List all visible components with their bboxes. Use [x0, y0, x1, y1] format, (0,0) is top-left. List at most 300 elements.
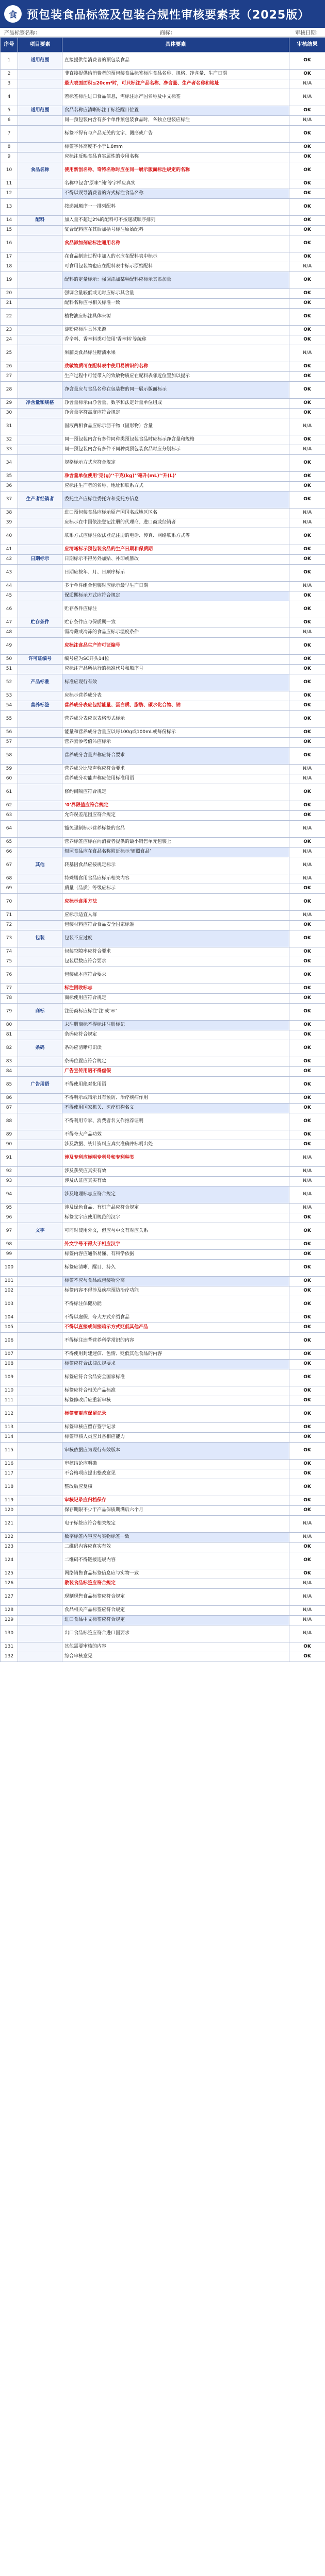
row-category [18, 326, 62, 335]
row-number: 18 [1, 262, 18, 272]
row-requirement: 标注回收标志 [62, 984, 289, 994]
row-requirement: 净含量字符高度应符合规定 [62, 409, 289, 418]
row-category [18, 345, 62, 362]
row-result: OK [289, 801, 325, 811]
row-number: 103 [1, 1296, 18, 1313]
row-category [18, 967, 62, 984]
row-number: 26 [1, 362, 18, 372]
row-result: N/A [289, 1167, 325, 1177]
row-result: OK [289, 143, 325, 152]
row-category [18, 1177, 62, 1187]
row-category [18, 1333, 62, 1350]
row-category [18, 1296, 62, 1313]
row-result: OK [289, 235, 325, 252]
table-row [1, 1460, 325, 1469]
row-requirement: 食品添加剂应标注通用名称 [62, 235, 289, 252]
row-category [18, 1606, 62, 1616]
row-category [18, 738, 62, 748]
row-result: OK [289, 482, 325, 492]
table-row [1, 1094, 325, 1104]
row-requirement: 联系方式应标注依法登记注册的电话、传真、网络联系方式等 [62, 528, 289, 545]
row-requirement: 允许误差范围应符合规定 [62, 811, 289, 821]
row-result: OK [289, 1040, 325, 1057]
row-number: 2 [1, 70, 18, 79]
row-number: 29 [1, 399, 18, 409]
row-result: OK [289, 1030, 325, 1040]
row-number: 51 [1, 665, 18, 674]
requirements-body [1, 53, 325, 1662]
requirements-table [0, 37, 325, 1662]
table-row [1, 435, 325, 445]
table-row [1, 1506, 325, 1516]
row-category [18, 1104, 62, 1113]
table-row [1, 967, 325, 984]
row-category [18, 143, 62, 152]
table-row [1, 1323, 325, 1333]
table-row [1, 1286, 325, 1296]
row-number: 91 [1, 1150, 18, 1167]
row-number: 128 [1, 1606, 18, 1616]
row-result: OK [289, 1552, 325, 1569]
row-requirement: 辐照食品应在食品名称附近标示‘辐照食品’ [62, 848, 289, 857]
row-number: 94 [1, 1187, 18, 1204]
row-requirement: 二维码内容应真实有效 [62, 1543, 289, 1552]
row-requirement: 电子标签应符合相关规定 [62, 1516, 289, 1533]
table-row [1, 1021, 325, 1030]
row-result: OK [289, 691, 325, 701]
row-category [18, 894, 62, 911]
table-row [1, 1386, 325, 1396]
meta-right: 审核日期： [295, 30, 321, 36]
row-requirement: 标签应清晰、醒目、持久 [62, 1260, 289, 1277]
row-requirement: 包装不应过度 [62, 930, 289, 947]
row-requirement: 保存期限不少于产品保质期满后六个月 [62, 1506, 289, 1516]
row-category [18, 1260, 62, 1277]
header-category: 项目要素 [18, 38, 62, 53]
table-row [1, 1543, 325, 1552]
row-number: 70 [1, 894, 18, 911]
row-number: 62 [1, 801, 18, 811]
row-result: OK [289, 811, 325, 821]
row-number: 47 [1, 618, 18, 628]
table-row [1, 199, 325, 216]
row-requirement: 标签内容应通俗易懂、有科学依据 [62, 1250, 289, 1260]
row-result: OK [289, 947, 325, 957]
header-result: 审核结果 [289, 38, 325, 53]
table-row [1, 765, 325, 774]
row-number: 67 [1, 857, 18, 874]
row-number: 49 [1, 638, 18, 655]
table-row [1, 701, 325, 711]
row-category [18, 1204, 62, 1213]
row-result: OK [289, 1286, 325, 1296]
meta-middle: 商标： [160, 30, 175, 36]
row-result: OK [289, 1496, 325, 1506]
row-number: 131 [1, 1642, 18, 1652]
row-result: OK [289, 984, 325, 994]
table-row [1, 1113, 325, 1130]
row-requirement: 应标示食用方法 [62, 894, 289, 911]
row-result: OK [289, 1506, 325, 1516]
row-category [18, 1021, 62, 1030]
row-requirement: 可同时使用外文，但应与中文有对应关系 [62, 1223, 289, 1240]
row-number: 23 [1, 326, 18, 335]
row-number: 6 [1, 116, 18, 126]
row-number: 86 [1, 1094, 18, 1104]
row-category [18, 509, 62, 518]
table-row [1, 372, 325, 382]
row-result: OK [289, 1277, 325, 1286]
row-number: 104 [1, 1313, 18, 1323]
table-row [1, 748, 325, 765]
row-category [18, 1552, 62, 1569]
row-requirement: 转基因食品应按规定标示 [62, 857, 289, 874]
row-number: 107 [1, 1350, 18, 1360]
table-row [1, 89, 325, 106]
row-result: OK [289, 1250, 325, 1260]
row-result: N/A [289, 1187, 325, 1204]
table-row [1, 1204, 325, 1213]
row-requirement: 保质期标示方式应符合规定 [62, 591, 289, 601]
row-requirement: 出口食品标签应符合进口国要求 [62, 1625, 289, 1642]
row-requirement: 食品名称应清晰标注于标签醒目位置 [62, 106, 289, 116]
row-requirement: 营养标签应标在向消费者提供的最小销售单元包装上 [62, 838, 289, 848]
row-result: OK [289, 1130, 325, 1140]
row-number: 95 [1, 1204, 18, 1213]
row-number: 77 [1, 984, 18, 994]
row-category [18, 1250, 62, 1260]
row-requirement: 应标示适宜人群 [62, 911, 289, 921]
row-result: N/A [289, 1533, 325, 1543]
row-number: 90 [1, 1140, 18, 1150]
table-row [1, 445, 325, 455]
row-category [18, 1543, 62, 1552]
row-number: 69 [1, 884, 18, 894]
row-requirement: 营养成分含量声称应符合要求 [62, 748, 289, 765]
row-number: 66 [1, 848, 18, 857]
row-category [18, 235, 62, 252]
table-row [1, 1333, 325, 1350]
row-category [18, 152, 62, 162]
table-row [1, 1443, 325, 1460]
row-category [18, 1067, 62, 1077]
row-category [18, 445, 62, 455]
row-number: 57 [1, 738, 18, 748]
row-number: 41 [1, 545, 18, 555]
row-category [18, 382, 62, 399]
table-row [1, 528, 325, 545]
row-requirement: 不合格项应提出整改意见 [62, 1469, 289, 1479]
table-row [1, 518, 325, 528]
table-row [1, 674, 325, 691]
row-category [18, 1506, 62, 1516]
table-row [1, 1423, 325, 1433]
row-category [18, 1443, 62, 1460]
meta-row [0, 28, 325, 37]
row-result: OK [289, 1077, 325, 1094]
row-number: 74 [1, 947, 18, 957]
row-result: N/A [289, 874, 325, 884]
row-requirement: 致敏物质可在配料表中使用易辨识的名称 [62, 362, 289, 372]
table-row [1, 1496, 325, 1506]
row-requirement: 应标注产品所执行的标准代号和顺序号 [62, 665, 289, 674]
row-number: 76 [1, 967, 18, 984]
table-row [1, 409, 325, 418]
row-category [18, 199, 62, 216]
row-requirement: 二维码不得链接违规内容 [62, 1552, 289, 1569]
row-category [18, 1386, 62, 1396]
row-result: OK [289, 382, 325, 399]
row-category [18, 1277, 62, 1286]
meta-left: 产品标签名称： [4, 30, 40, 36]
row-category [18, 821, 62, 838]
row-number: 114 [1, 1433, 18, 1443]
row-requirement: 应标示在中国依法登记注册的代理商、进口商或经销者 [62, 518, 289, 528]
table-row [1, 591, 325, 601]
table-row [1, 801, 325, 811]
table-row [1, 152, 325, 162]
row-result: OK [289, 289, 325, 299]
row-number: 127 [1, 1589, 18, 1606]
row-result: OK [289, 1642, 325, 1652]
row-requirement: 固液两相食品应标示沥干物（固形物）含量 [62, 418, 289, 435]
row-number: 48 [1, 628, 18, 638]
row-requirement: 净含量应与食品名称在包装物的同一展示版面标示 [62, 382, 289, 399]
row-result: N/A [289, 628, 325, 638]
row-result: OK [289, 126, 325, 143]
row-number: 110 [1, 1386, 18, 1396]
row-number: 97 [1, 1223, 18, 1240]
row-result: OK [289, 655, 325, 665]
row-category [18, 748, 62, 765]
row-number: 115 [1, 1443, 18, 1460]
table-row [1, 326, 325, 335]
row-requirement: 质量（品质）等级应标示 [62, 884, 289, 894]
row-result: OK [289, 784, 325, 801]
table-row [1, 1625, 325, 1642]
row-result: N/A [289, 582, 325, 591]
table-row [1, 884, 325, 894]
table-row [1, 252, 325, 262]
row-category [18, 774, 62, 784]
row-requirement: 应标注食品生产许可证编号 [62, 638, 289, 655]
row-requirement: 标签修改后应重新审核 [62, 1396, 289, 1406]
row-requirement: 复合配料应在其后加括号标注原始配料 [62, 226, 289, 235]
row-requirement: 淀粉应标注具体来源 [62, 326, 289, 335]
table-row [1, 874, 325, 884]
row-category [18, 1496, 62, 1506]
row-requirement: 规格标示方式应符合规定 [62, 455, 289, 472]
row-number: 65 [1, 838, 18, 848]
row-category [18, 565, 62, 582]
row-category: 配料 [18, 216, 62, 226]
requirements-table-wrap [0, 37, 325, 2576]
row-result: OK [289, 1213, 325, 1223]
row-result: OK [289, 1479, 325, 1496]
row-number: 106 [1, 1333, 18, 1350]
row-category [18, 628, 62, 638]
table-row [1, 1067, 325, 1077]
table-row [1, 1167, 325, 1177]
row-number: 52 [1, 674, 18, 691]
row-requirement: 标签不应与食品或包装物分离 [62, 1277, 289, 1286]
row-number: 4 [1, 89, 18, 106]
row-result: OK [289, 309, 325, 326]
table-row [1, 309, 325, 326]
row-requirement: 编号应为SC开头14位 [62, 655, 289, 665]
row-requirement: 生产过程中可能带入的致敏物质应在配料表邻近位置加以提示 [62, 372, 289, 382]
table-row [1, 272, 325, 289]
table-row [1, 921, 325, 930]
row-requirement: 特殊膳食用食品应标示相关内容 [62, 874, 289, 884]
row-category [18, 1479, 62, 1496]
row-number: 50 [1, 655, 18, 665]
row-requirement: 能量和营养成分含量应以每100g或100mL或每份标示 [62, 728, 289, 738]
row-result: N/A [289, 1616, 325, 1625]
row-requirement: 进口预包装食品应标示原产国国名或地区区名 [62, 509, 289, 518]
table-row [1, 545, 325, 555]
row-requirement: 条码位置应符合规定 [62, 1057, 289, 1067]
row-category [18, 272, 62, 289]
row-category [18, 1396, 62, 1406]
table-row [1, 1616, 325, 1625]
row-requirement: 营养成分表应包括能量、蛋白质、脂肪、碳水化合物、钠 [62, 701, 289, 711]
table-row [1, 582, 325, 591]
row-category [18, 1150, 62, 1167]
row-result: OK [289, 957, 325, 967]
row-requirement: 标签内容不得涉及疾病预防治疗功能 [62, 1286, 289, 1296]
row-category [18, 472, 62, 482]
row-number: 83 [1, 1057, 18, 1067]
row-number: 31 [1, 418, 18, 435]
row-requirement: 涉及获奖应真实有效 [62, 1167, 289, 1177]
row-requirement: 涉及数据、统计资料应真实准确并标明出处 [62, 1140, 289, 1150]
table-row [1, 455, 325, 472]
table-row [1, 345, 325, 362]
table-row [1, 774, 325, 784]
row-result: OK [289, 1469, 325, 1479]
row-number: 32 [1, 435, 18, 445]
row-requirement: 果脯类食品标注糖渍水果 [62, 345, 289, 362]
table-row [1, 235, 325, 252]
row-category [18, 1652, 62, 1662]
row-number: 30 [1, 409, 18, 418]
row-requirement: 不得标注保健功能 [62, 1296, 289, 1313]
row-category [18, 994, 62, 1004]
row-result: OK [289, 1569, 325, 1579]
row-category [18, 189, 62, 199]
row-result: N/A [289, 1177, 325, 1187]
header-no: 序号 [1, 38, 18, 53]
table-row [1, 289, 325, 299]
row-category [18, 874, 62, 884]
row-requirement: 标签应符合食品安全国家标准 [62, 1369, 289, 1386]
row-category [18, 811, 62, 821]
row-category: 生产者经销者 [18, 492, 62, 509]
row-requirement: 不得使用国家机关、医疗机构名义 [62, 1104, 289, 1113]
row-category: 其他 [18, 857, 62, 874]
row-requirement: 包装成本应符合要求 [62, 967, 289, 984]
row-category [18, 1569, 62, 1579]
row-category: 营养标签 [18, 701, 62, 711]
row-requirement: 不得标注违背营养科学常识的内容 [62, 1333, 289, 1350]
table-row [1, 79, 325, 89]
table-row [1, 628, 325, 638]
row-result: N/A [289, 262, 325, 272]
row-requirement: 按递减顺序一一排列配料 [62, 199, 289, 216]
table-row [1, 1213, 325, 1223]
row-number: 45 [1, 591, 18, 601]
row-requirement: 香辛料、香辛料类可使用‘香辛料’等统称 [62, 335, 289, 345]
row-number: 43 [1, 565, 18, 582]
table-row [1, 601, 325, 618]
row-category [18, 665, 62, 674]
table-row [1, 1642, 325, 1652]
table-row [1, 382, 325, 399]
row-result: N/A [289, 857, 325, 874]
row-result: OK [289, 299, 325, 309]
row-requirement: 标签审核应留存签字记录 [62, 1423, 289, 1433]
row-number: 60 [1, 774, 18, 784]
row-result: OK [289, 472, 325, 482]
row-requirement: 条码应符合规定 [62, 1030, 289, 1040]
row-number: 81 [1, 1030, 18, 1040]
row-category [18, 1642, 62, 1652]
row-category [18, 1460, 62, 1469]
row-requirement: 贮存条件应标注 [62, 601, 289, 618]
row-category: 许可证编号 [18, 655, 62, 665]
row-result: OK [289, 326, 325, 335]
row-requirement: 标签应符合法律法规要求 [62, 1360, 289, 1369]
table-row [1, 179, 325, 189]
row-number: 123 [1, 1543, 18, 1552]
row-requirement: 应标示营养成分表 [62, 691, 289, 701]
row-category [18, 1625, 62, 1642]
row-category [18, 1589, 62, 1606]
table-row [1, 1277, 325, 1286]
logo-icon: 食 [4, 5, 22, 23]
row-category [18, 957, 62, 967]
row-result: N/A [289, 509, 325, 518]
row-category [18, 435, 62, 445]
row-number: 3 [1, 79, 18, 89]
row-category: 包装 [18, 930, 62, 947]
row-number: 93 [1, 1177, 18, 1187]
table-row [1, 711, 325, 728]
row-requirement: 加入量不超过2%的配料可不按递减顺序排列 [62, 216, 289, 226]
row-category [18, 79, 62, 89]
row-category [18, 848, 62, 857]
row-result: OK [289, 53, 325, 70]
row-category [18, 126, 62, 143]
row-result: OK [289, 1067, 325, 1077]
table-row [1, 1533, 325, 1543]
row-requirement: 食品相关产品标签应符合规定 [62, 1606, 289, 1616]
table-row [1, 399, 325, 409]
row-category [18, 784, 62, 801]
row-requirement: 同一预包装内含有多个单件预包装食品时，各独立包装应标注 [62, 116, 289, 126]
row-category [18, 947, 62, 957]
row-result: OK [289, 399, 325, 409]
row-category [18, 691, 62, 701]
title-bar [0, 0, 325, 28]
row-result: OK [289, 189, 325, 199]
row-result: OK [289, 591, 325, 601]
table-row [1, 116, 325, 126]
row-category [18, 1533, 62, 1543]
row-result: OK [289, 435, 325, 445]
table-row [1, 70, 325, 79]
